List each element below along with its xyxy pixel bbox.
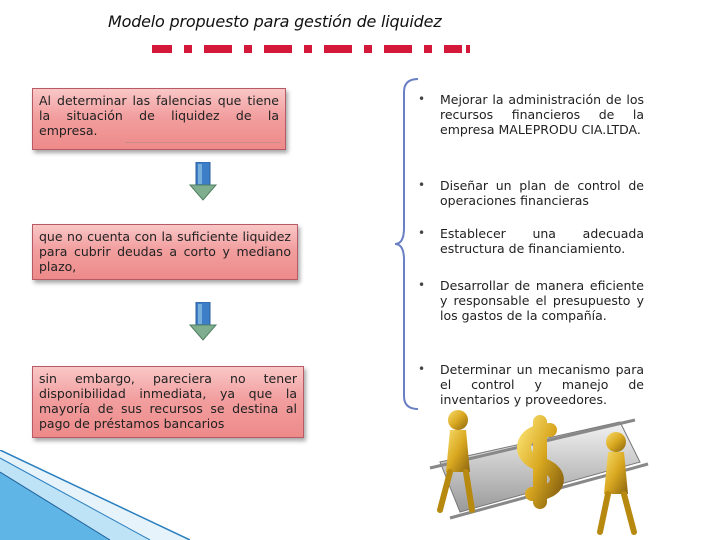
bullet-icon: •	[418, 278, 426, 292]
title-dashed-underline	[152, 45, 470, 53]
situation-text: Al determinar las falencias que tiene la situación de liquidez de la empresa.	[39, 93, 279, 138]
left-brace	[394, 78, 420, 410]
dollar-stretcher-illustration	[420, 402, 650, 540]
insufficient-liquidity-text: que no cuenta con la suficiente liquidez para cubrir deudas a corto y mediano plazo,	[39, 229, 291, 274]
list-item-text: Desarrollar de manera eficiente y responsable el presupuesto y los gastos de la compañía.	[440, 278, 644, 323]
list-item-text: Mejorar la administración de los recursos financieros de la empresa MALEPRODU CIA.LTDA.	[440, 92, 644, 137]
list-item-text: Determinar un mecanismo para el control y manejo de inventarios y proveedores.	[440, 362, 644, 407]
list-item-text: Diseñar un plan de control de operaciones financieras	[440, 178, 644, 208]
list-item-text: Establecer una adecuada estructura de financiamiento.	[440, 226, 644, 256]
down-arrow-icon	[188, 162, 218, 202]
bullet-icon: •	[418, 178, 426, 192]
corner-decoration	[0, 450, 190, 540]
down-arrow-icon-2	[188, 302, 218, 342]
situation-box	[32, 88, 286, 150]
bullet-icon: •	[418, 226, 426, 240]
insufficient-liquidity-box	[32, 224, 298, 280]
bullet-icon: •	[418, 362, 426, 376]
page-title: Modelo propuesto para gestión de liquidez	[108, 12, 442, 31]
bank-loans-box	[32, 366, 304, 438]
bullet-icon: •	[418, 92, 426, 106]
bank-loans-text: sin embargo, pareciera no tener disponibilidad inmediata, ya que la mayoría de sus recursos se destina al pago de préstamos bancarios	[39, 371, 297, 431]
situation-underline	[125, 142, 281, 143]
